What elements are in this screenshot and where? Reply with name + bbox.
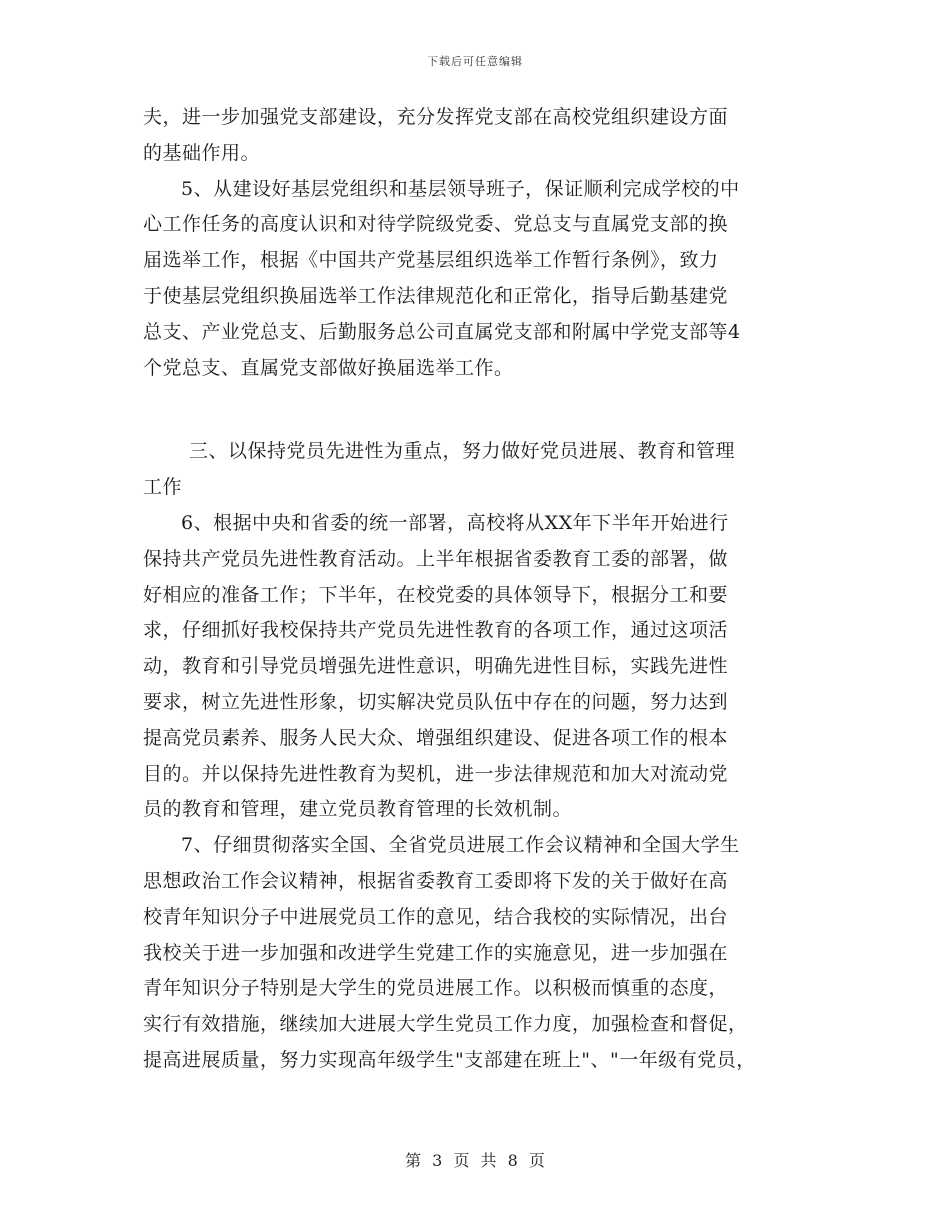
paragraph-7-line: 思想政治工作会议精神，根据省委教育工委即将下发的关于做好在高	[143, 869, 729, 892]
paragraph-5-line: 个党总支、直属党支部做好换届选举工作。	[143, 356, 514, 379]
paragraph-6-line: 目的。并以保持先进性教育为契机，进一步法律规范和加大对流动党	[143, 762, 729, 785]
paragraph-7-line: 实行有效措施，继续加大进展大学生党员工作力度，加强检查和督促，	[143, 1013, 748, 1036]
paragraph-6-line: 动，教育和引导党员增强先进性意识，明确先进性目标，实践先进性	[143, 655, 729, 678]
paragraph-6-line: 要求，树立先进性形象，切实解决党员队伍中存在的问题，努力达到	[143, 690, 729, 713]
paragraph-7-line: 校青年知识分子中进展党员工作的意见，结合我校的实际情况，出台	[143, 905, 729, 928]
paragraph-6-line: 员的教育和管理，建立党员教育管理的长效机制。	[143, 798, 573, 821]
paragraph-6-line: 6、根据中央和省委的统一部署，高校将从XX年下半年开始进行	[181, 511, 729, 534]
page-header: 下载后可任意编辑	[427, 55, 523, 68]
paragraph-6-line: 求，仔细抓好我校保持共产党员先进性教育的各项工作，通过这项活	[143, 619, 729, 642]
paragraph-7-line: 7、仔细贯彻落实全国、全省党员进展工作会议精神和全国大学生	[181, 834, 740, 857]
paragraph-5-line: 总支、产业党总支、后勤服务总公司直属党支部和附属中学党支部等4	[143, 320, 741, 343]
paragraph-6-line: 保持共产党员先进性教育活动。上半年根据省委教育工委的部署，做	[143, 547, 729, 570]
paragraph-5-line: 于使基层党组织换届选举工作法律规范化和正常化，指导后勤基建党	[143, 284, 729, 307]
text-line: 夫，进一步加强党支部建设，充分发挥党支部在高校党组织建设方面	[143, 106, 729, 128]
paragraph-5-line: 届选举工作，根据《中国共产党基层组织选举工作暂行条例》，致力	[143, 249, 719, 272]
section-gap	[143, 386, 823, 434]
paragraph-7-line: 提高进展质量，努力实现高年级学生"支部建在班上"、"一年级有党员，	[143, 1048, 756, 1071]
page-number: 第 3 页 共 8 页	[405, 1151, 545, 1170]
paragraph-6-line: 提高党员素养、服务人民大众、增强组织建设、促进各项工作的根本	[143, 726, 729, 749]
paragraph-7-line: 我校关于进一步加强和改进学生党建工作的实施意见，进一步加强在	[143, 941, 729, 964]
paragraph-7-line: 青年知识分子特别是大学生的党员进展工作。以积极而慎重的态度，	[143, 977, 729, 1000]
paragraph-6-line: 好相应的准备工作；下半年，在校党委的具体领导下，根据分工和要	[143, 583, 729, 606]
paragraph-5-line: 5、从建设好基层党组织和基层领导班子，保证顺利完成学校的中	[181, 177, 740, 200]
section-heading: 工作	[143, 476, 183, 499]
document-body	[143, 100, 823, 1079]
text-line: 的基础作用。	[143, 141, 261, 164]
paragraph-5-line: 心工作任务的高度认识和对待学院级党委、党总支与直属党支部的换	[143, 213, 729, 236]
section-heading: 三、以保持党员先进性为重点，努力做好党员进展、教育和管理	[189, 440, 736, 463]
